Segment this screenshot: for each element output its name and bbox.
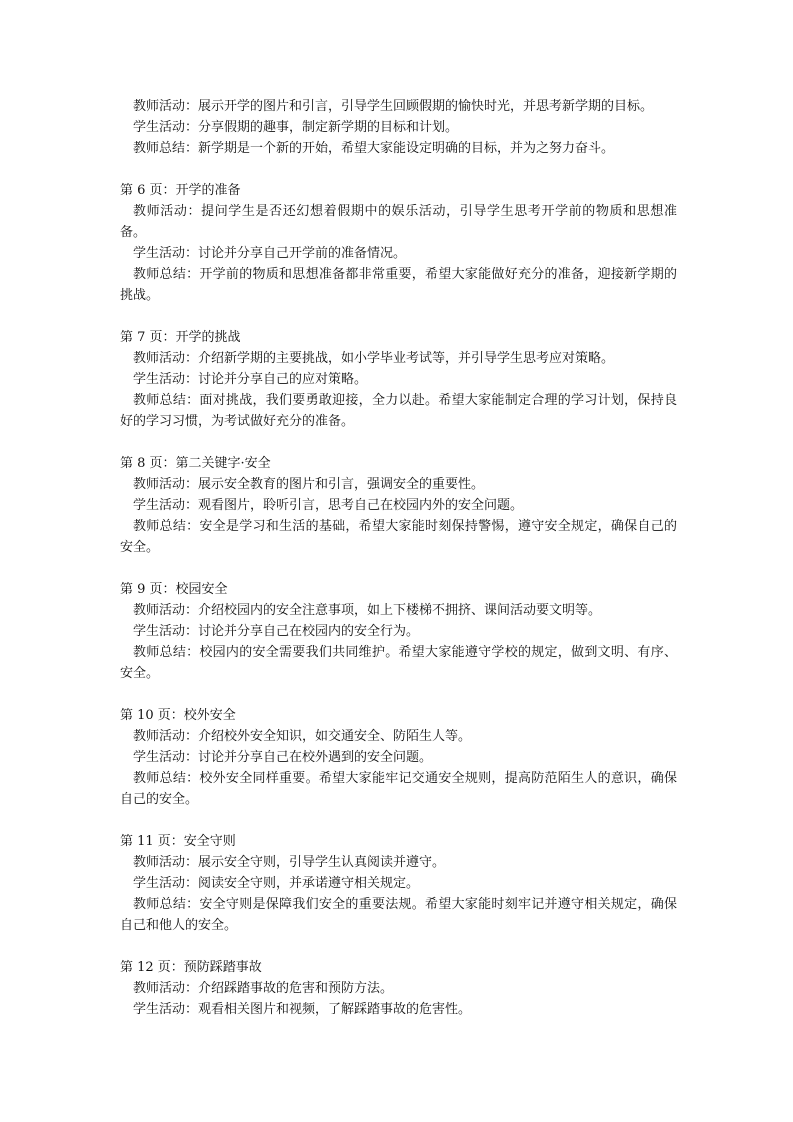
- teacher-activity: 教师活动：介绍新学期的主要挑战，如小学毕业考试等，并引导学生思考应对策略。: [133, 351, 615, 366]
- teacher-activity: 教师活动：展示开学的图片和引言，引导学生回顾假期的愉快时光，并思考新学期的目标。: [133, 99, 654, 114]
- section-heading: 第 8 页：第二关键字·安全: [120, 456, 271, 471]
- student-activity: 学生活动：讨论并分享自己的应对策略。: [133, 372, 368, 387]
- section-page-6: [120, 180, 677, 306]
- section-page-9: [120, 579, 677, 684]
- section-heading: 第 12 页：预防踩踏事故: [120, 960, 262, 975]
- student-activity: 学生活动：讨论并分享自己在校外遇到的安全问题。: [133, 750, 433, 765]
- section-page-11: [120, 831, 677, 936]
- teacher-summary: 教师总结：校园内的安全需要我们共同维护。希望大家能遵守学校的规定，做到文明、有序、安全。: [120, 645, 677, 681]
- teacher-activity: 教师活动：介绍校外安全知识，如交通安全、防陌生人等。: [133, 729, 472, 744]
- section-heading: 第 6 页：开学的准备: [120, 183, 241, 198]
- section-page-10: [120, 705, 677, 810]
- document-body: [120, 96, 677, 1041]
- section-heading: 第 7 页：开学的挑战: [120, 330, 241, 345]
- teacher-summary: 教师总结：面对挑战，我们要勇敢迎接，全力以赴。希望大家能制定合理的学习计划，保持良好的学习习惯，为考试做好充分的准备。: [120, 393, 677, 429]
- student-activity: 学生活动：阅读安全守则，并承诺遵守相关规定。: [133, 876, 420, 891]
- teacher-activity: 教师活动：提问学生是否还幻想着假期中的娱乐活动，引导学生思考开学前的物质和思想准备。: [120, 204, 677, 240]
- section-heading: 第 10 页：校外安全: [120, 708, 236, 723]
- teacher-summary: 教师总结：安全守则是保障我们安全的重要法规。希望大家能时刻牢记并遵守相关规定，确保自己和他人的安全。: [120, 897, 677, 933]
- section-page-7: [120, 327, 677, 432]
- teacher-activity: 教师活动：介绍校园内的安全注意事项，如上下楼梯不拥挤、课间活动要文明等。: [133, 603, 602, 618]
- teacher-summary: 教师总结：校外安全同样重要。希望大家能牢记交通安全规则，提高防范陌生人的意识，确保自己的安全。: [120, 771, 677, 807]
- teacher-summary: 教师总结：新学期是一个新的开始，希望大家能设定明确的目标，并为之努力奋斗。: [133, 141, 615, 156]
- section-heading: 第 9 页：校园安全: [120, 582, 228, 597]
- teacher-activity: 教师活动：展示安全守则，引导学生认真阅读并遵守。: [133, 855, 446, 870]
- section-page-12: [120, 957, 677, 1020]
- student-activity: 学生活动：讨论并分享自己在校园内的安全行为。: [133, 624, 420, 639]
- teacher-activity: 教师活动：展示安全教育的图片和引言，强调安全的重要性。: [133, 477, 485, 492]
- student-activity: 学生活动：观看图片，聆听引言，思考自己在校园内外的安全问题。: [133, 498, 524, 513]
- section-heading: 第 11 页：安全守则: [120, 834, 236, 849]
- student-activity: 学生活动：分享假期的趣事，制定新学期的目标和计划。: [133, 120, 459, 135]
- section-page-8: [120, 453, 677, 558]
- teacher-activity: 教师活动：介绍踩踏事故的危害和预防方法。: [133, 981, 394, 996]
- intro-block: [120, 96, 677, 159]
- teacher-summary: 教师总结：开学前的物质和思想准备都非常重要，希望大家能做好充分的准备，迎接新学期的挑战。: [120, 267, 677, 303]
- student-activity: 学生活动：观看相关图片和视频，了解踩踏事故的危害性。: [133, 1002, 472, 1017]
- teacher-summary: 教师总结：安全是学习和生活的基础，希望大家能时刻保持警惕，遵守安全规定，确保自己的安全。: [120, 519, 677, 555]
- student-activity: 学生活动：讨论并分享自己开学前的准备情况。: [133, 246, 407, 261]
